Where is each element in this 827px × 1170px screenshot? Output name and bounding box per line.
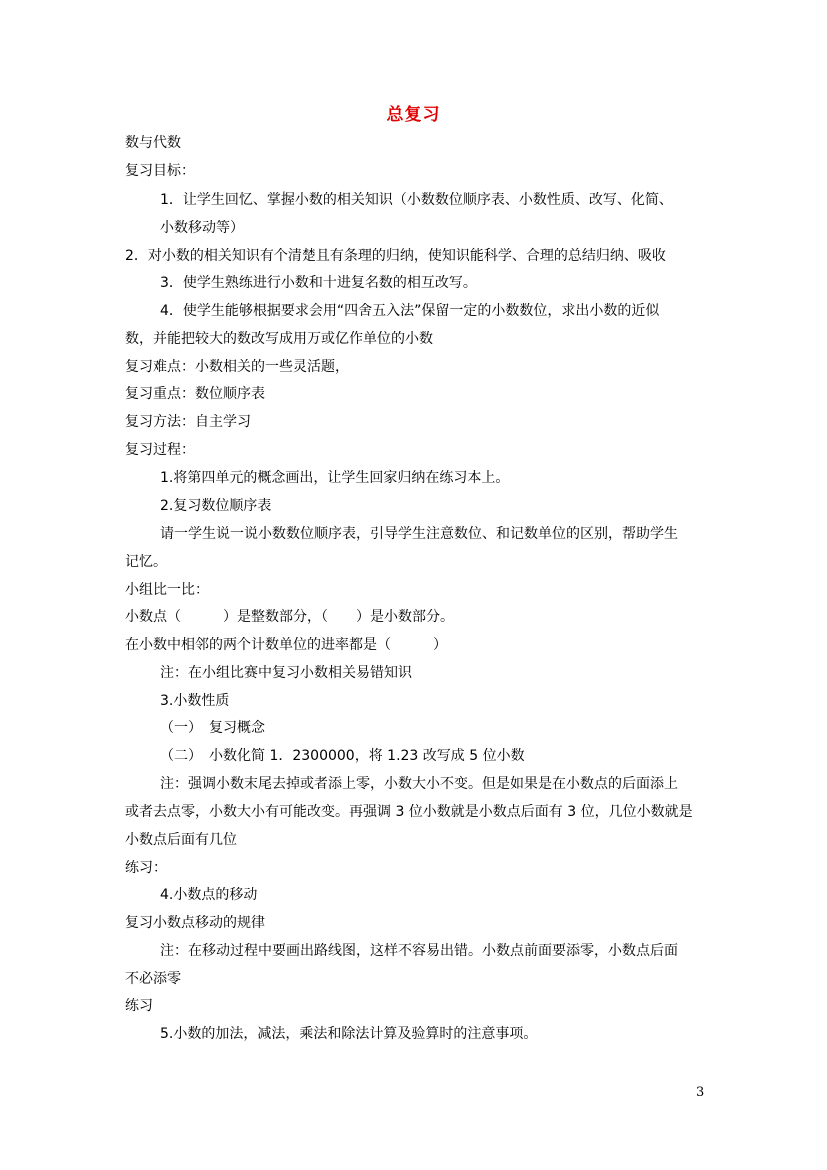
text-line: 小组比一比： bbox=[125, 582, 209, 598]
text-line: 练习： bbox=[125, 860, 167, 876]
page-title: 总复习 bbox=[386, 105, 441, 125]
text-line: 注：在移动过程中要画出路线图，这样不容易出错。小数点前面要添零，小数点后面 bbox=[160, 943, 678, 959]
text-line: 4．使学生能够根据要求会用“四舍五入法”保留一定的小数数位，求出小数的近似 bbox=[160, 303, 660, 319]
page-number: 3 bbox=[696, 1085, 705, 1100]
text-line: 练习 bbox=[125, 998, 153, 1014]
text-line: 复习重点：数位顺序表 bbox=[125, 386, 265, 402]
text-line: 数与代数 bbox=[125, 135, 181, 151]
text-line: 请一学生说一说小数数位顺序表，引导学生注意数位、和记数单位的区别，帮助学生 bbox=[160, 526, 678, 542]
text-line: 复习难点：小数相关的一些灵活题， bbox=[125, 359, 349, 375]
text-line: 小数移动等） bbox=[160, 220, 244, 236]
text-line: 注：在小组比赛中复习小数相关易错知识 bbox=[160, 665, 412, 681]
text-line: 复习过程： bbox=[125, 442, 195, 458]
text-line: （一） 复习概念 bbox=[160, 720, 265, 736]
text-line: 1．让学生回忆、掌握小数的相关知识（小数数位顺序表、小数性质、改写、化简、 bbox=[160, 192, 673, 208]
text-line: 4.小数点的移动 bbox=[160, 887, 258, 903]
text-line: 小数点（ ）是整数部分，（ ）是小数部分。 bbox=[125, 609, 454, 625]
text-line: 不必添零 bbox=[125, 971, 181, 987]
text-line: 2．对小数的相关知识有个清楚且有条理的归纳，使知识能科学、合理的总结归纳、吸收 bbox=[125, 248, 666, 264]
text-line: 数，并能把较大的数改写成用万或亿作单位的小数 bbox=[125, 331, 433, 347]
text-line: 3.小数性质 bbox=[160, 693, 230, 709]
text-line: 5.小数的加法，减法，乘法和除法计算及验算时的注意事项。 bbox=[160, 1026, 538, 1042]
text-line: 复习目标： bbox=[125, 163, 195, 179]
text-line: 注：强调小数末尾去掉或者添上零，小数大小不变。但是如果是在小数点的后面添上 bbox=[160, 776, 678, 792]
text-line: 记忆。 bbox=[125, 554, 167, 570]
text-line: 小数点后面有几位 bbox=[125, 832, 237, 848]
text-line: 2.复习数位顺序表 bbox=[160, 498, 272, 514]
text-line: 3．使学生熟练进行小数和十进复名数的相互改写。 bbox=[160, 275, 477, 291]
text-line: 复习小数点移动的规律 bbox=[125, 915, 265, 931]
text-line: （二） 小数化简 1．2300000，将 1.23 改写成 5 位小数 bbox=[160, 748, 525, 764]
text-line: 或者去点零，小数大小有可能改变。再强调 3 位小数就是小数点后面有 3 位，几位小数就是 bbox=[125, 804, 693, 820]
text-line: 1.将第四单元的概念画出，让学生回家归纳在练习本上。 bbox=[160, 470, 510, 486]
text-line: 复习方法：自主学习 bbox=[125, 414, 251, 430]
text-line: 在小数中相邻的两个计数单位的进率都是（ ） bbox=[125, 637, 447, 653]
